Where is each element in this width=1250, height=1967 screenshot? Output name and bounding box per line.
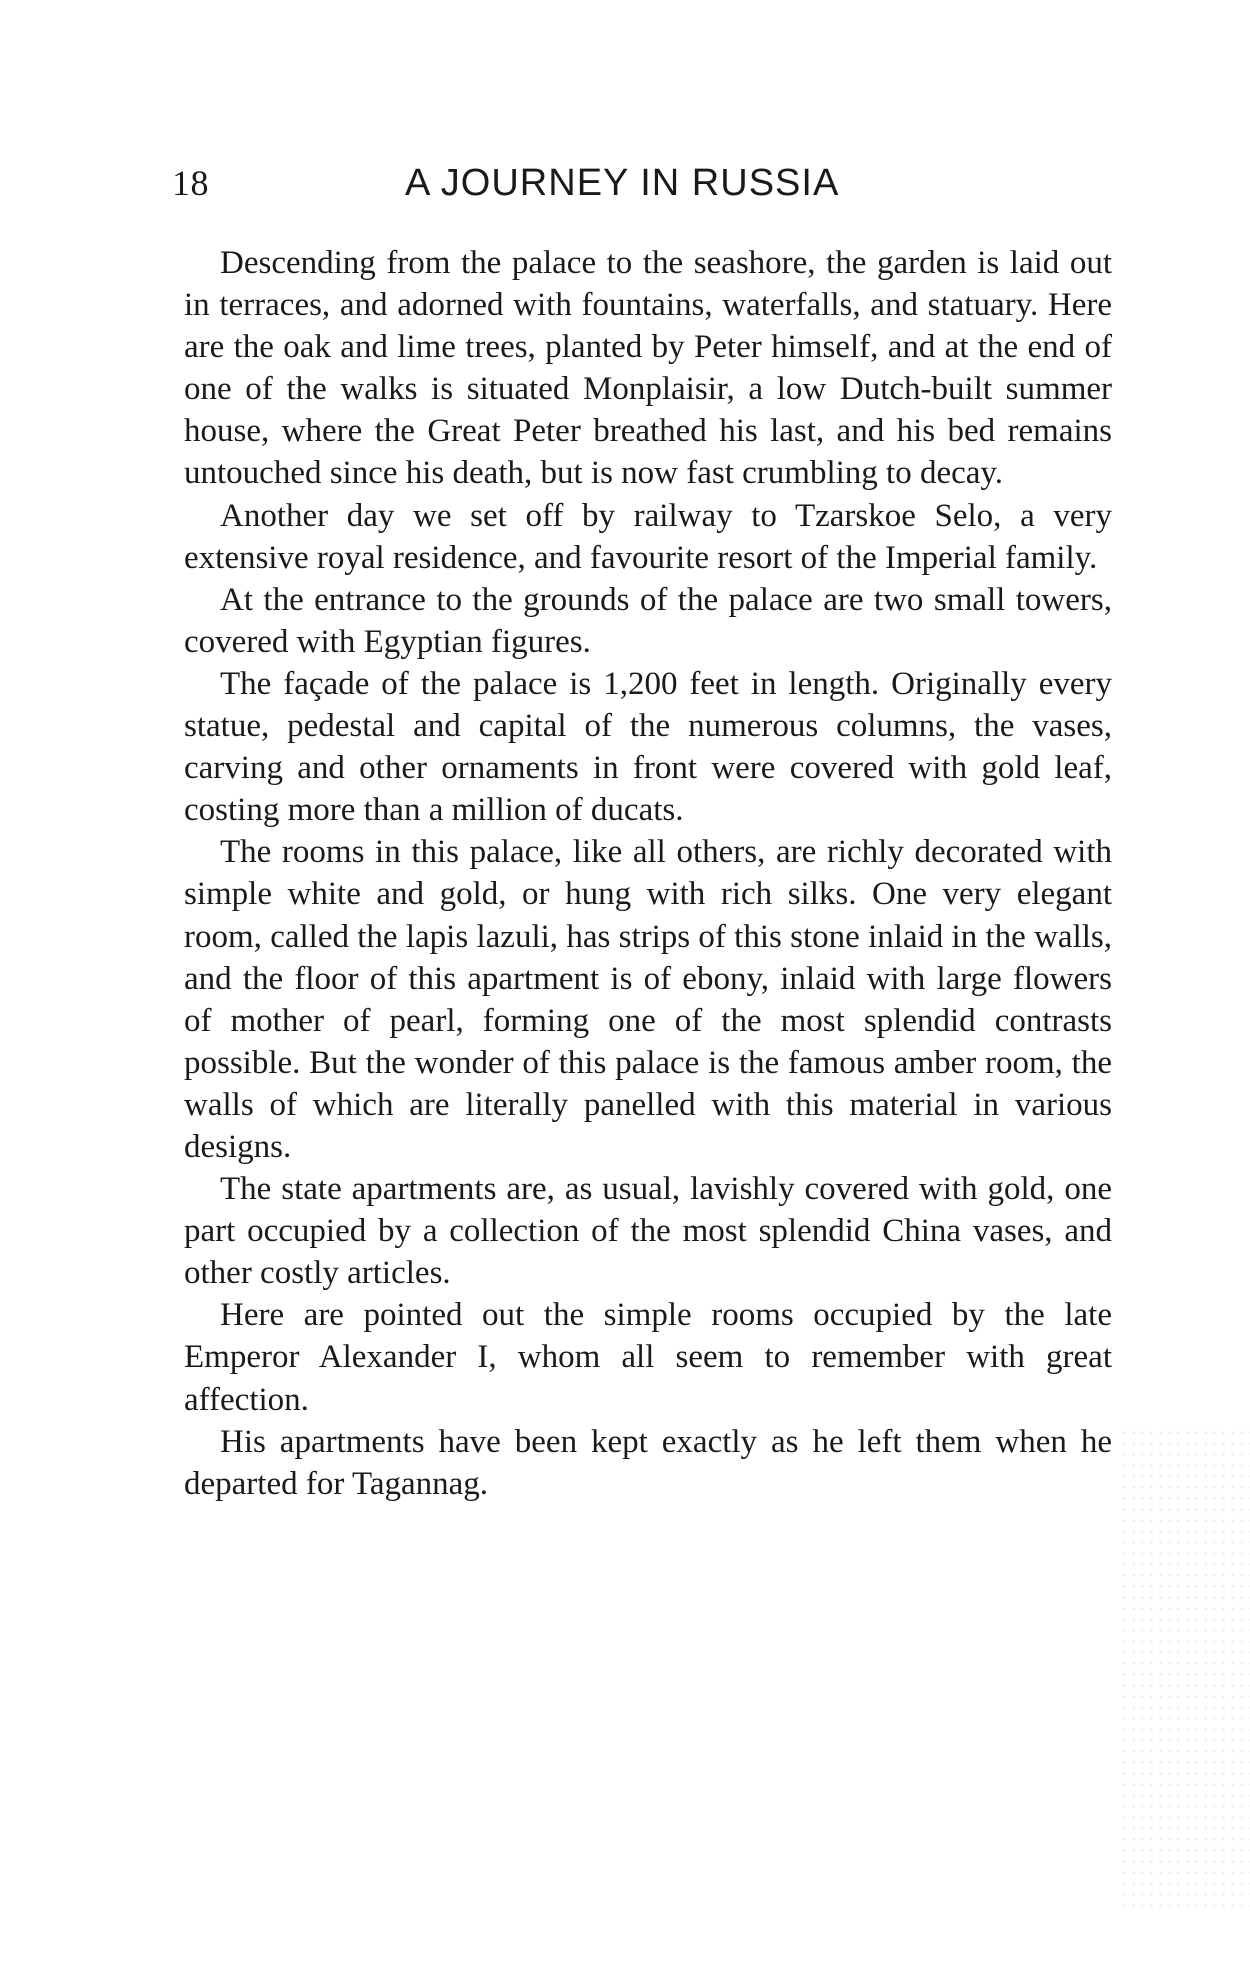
- running-head: [172, 158, 1112, 208]
- paragraph-tzarskoe-selo: Another day we set off by railway to Tzarskoe Selo, a very extensive royal residence, and favourite resort of the Imperial family.: [184, 497, 1112, 576]
- page-number: 18: [172, 163, 209, 203]
- paragraph-facade: The façade of the palace is 1,200 feet in length. Originally every statue, pedestal and capital of the numerous columns, the vases, carving and other ornaments in front were covered with gold leaf, costing more than a million of ducats.: [184, 665, 1112, 829]
- body-text: [184, 242, 1112, 1505]
- paragraph-peterhof-garden: Descending from the palace to the seashore, the garden is laid out in terraces, and adorned with fountains, waterfalls, and statuary. Here are the oak and lime trees, planted by Peter himself, and at the end of one of the walks is situated Monplaisir, a low Dutch-built summer house, where the Great Peter breathed his last, and his bed remains untouched since his death, but is now fast crumbling to decay.: [184, 245, 1112, 492]
- paragraph-apartments-kept: His apartments have been kept exactly as he left them when he departed for Tagannag.: [184, 1423, 1112, 1502]
- scan-speckle: [1120, 1427, 1250, 1907]
- paragraph-entrance-towers: At the entrance to the grounds of the palace are two small towers, covered with Egyptian figures.: [184, 581, 1112, 660]
- running-title: A JOURNEY IN RUSSIA: [405, 162, 840, 204]
- paragraph-alexander-rooms: Here are pointed out the simple rooms occupied by the late Emperor Alexander I, whom all seem to remember with great affection.: [184, 1297, 1112, 1418]
- paragraph-rooms: The rooms in this palace, like all others, are richly decorated with simple white and gold, or hung with rich silks. One very elegant room, called the lapis lazuli, has strips of this stone inlaid in the walls, and the floor of this apartment is of ebony, inlaid with large flowers of mother of pearl, forming one of the most splendid contrasts possible. But the wonder of this palace is the famous amber room, the walls of which are literally panelled with this material in various designs.: [184, 834, 1112, 1165]
- paragraph-state-apartments: The state apartments are, as usual, lavishly covered with gold, one part occupied by a collection of the most splendid China vases, and other costly articles.: [184, 1171, 1112, 1292]
